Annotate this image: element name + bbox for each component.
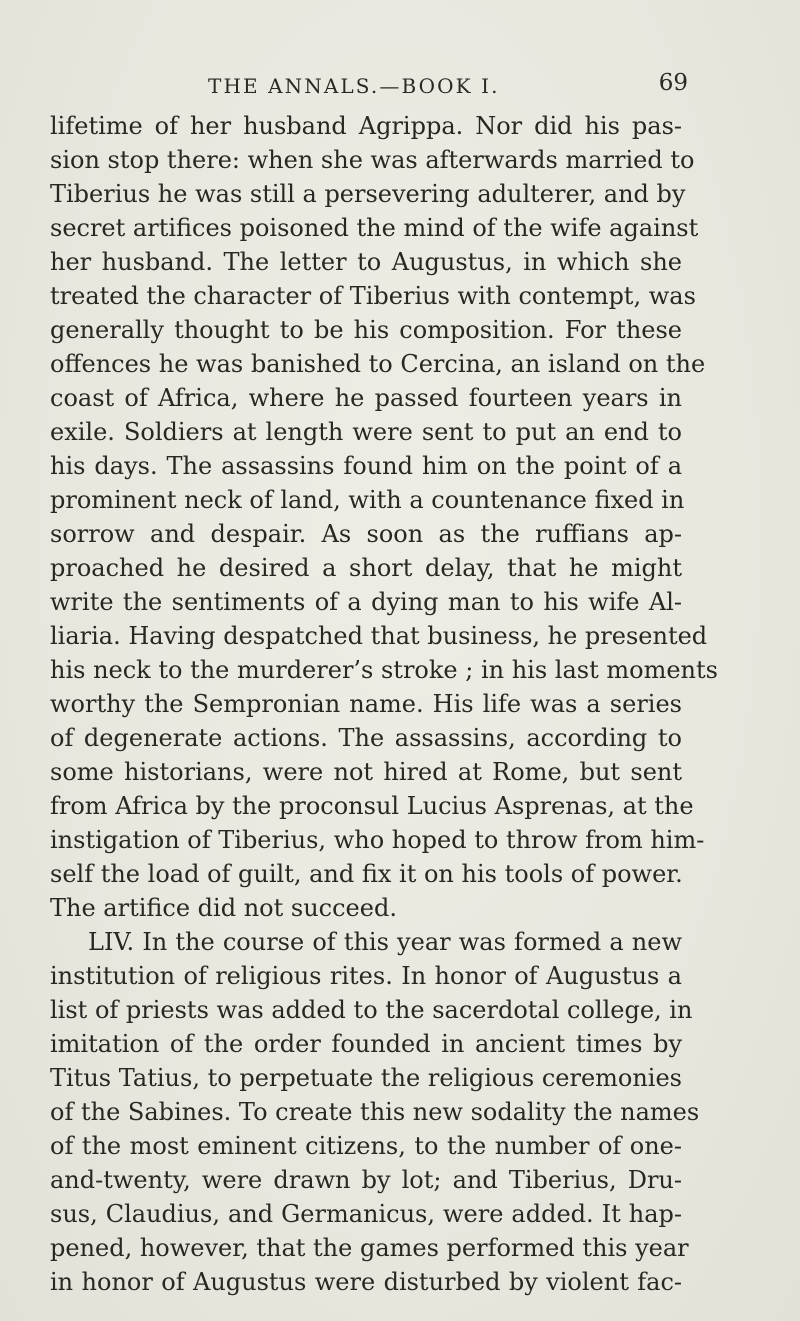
text-line: his neck to the murderer’s stroke ; in his last moments [50, 656, 718, 684]
text-line: coast of Africa, where he passed fourteen years in [50, 384, 682, 412]
text-line: sorrow and despair. As soon as the ruffians ap- [50, 520, 682, 548]
text-line: pened, however, that the games performed this year [50, 1234, 689, 1262]
text-line: from Africa by the proconsul Lucius Asprenas, at the [50, 792, 694, 820]
text-line: write the sentiments of a dying man to his wife Al- [50, 588, 682, 616]
text-line: imitation of the order founded in ancient times by [50, 1030, 682, 1058]
page-number: 69 [658, 70, 688, 96]
text-line: his days. The assassins found him on the point of a [50, 452, 682, 480]
text-line: prominent neck of land, with a countenance fixed in [50, 486, 685, 514]
text-line: institution of religious rites. In honor of Augustus a [50, 962, 682, 990]
text-line: her husband. The letter to Augustus, in which she [50, 248, 682, 276]
text-line: of the Sabines. To create this new sodality the names [50, 1098, 700, 1126]
text-line: The artifice did not succeed. [50, 894, 397, 922]
text-line: and-twenty, were drawn by lot; and Tiberius, Dru- [50, 1166, 682, 1194]
text-line: self the load of guilt, and fix it on his tools of power. [50, 860, 683, 888]
text-line: of degenerate actions. The assassins, according to [50, 724, 682, 752]
text-line: instigation of Tiberius, who hoped to throw from him- [50, 826, 705, 854]
text-line: list of priests was added to the sacerdotal college, in [50, 996, 693, 1024]
running-head [208, 70, 688, 104]
text-line: worthy the Sempronian name. His life was a series [50, 690, 682, 718]
text-line: proached he desired a short delay, that he might [50, 554, 682, 582]
text-line: sion stop there: when she was afterwards married to [50, 146, 695, 174]
text-line: of the most eminent citizens, to the number of one- [50, 1132, 682, 1160]
text-line: Tiberius he was still a persevering adulterer, and by [50, 180, 686, 208]
text-line: in honor of Augustus were disturbed by violent fac- [50, 1268, 682, 1296]
text-line: some historians, were not hired at Rome, but sent [50, 758, 682, 786]
text-line: treated the character of Tiberius with contempt, was [50, 282, 696, 310]
text-line: LIV. In the course of this year was formed a new [88, 928, 682, 956]
text-line: liaria. Having despatched that business, he presented [50, 622, 708, 650]
text-line: secret artifices poisoned the mind of the wife against [50, 214, 699, 242]
text-line: offences he was banished to Cercina, an island on the [50, 350, 706, 378]
text-line: exile. Soldiers at length were sent to put an end to [50, 418, 682, 446]
text-line: sus, Claudius, and Germanicus, were added. It hap- [50, 1200, 682, 1228]
running-title: THE ANNALS.—BOOK I. [208, 74, 500, 98]
text-line: Titus Tatius, to perpetuate the religious ceremonies [50, 1064, 682, 1092]
text-line: generally thought to be his composition. For these [50, 316, 682, 344]
text-line: lifetime of her husband Agrippa. Nor did his pas- [50, 112, 682, 140]
